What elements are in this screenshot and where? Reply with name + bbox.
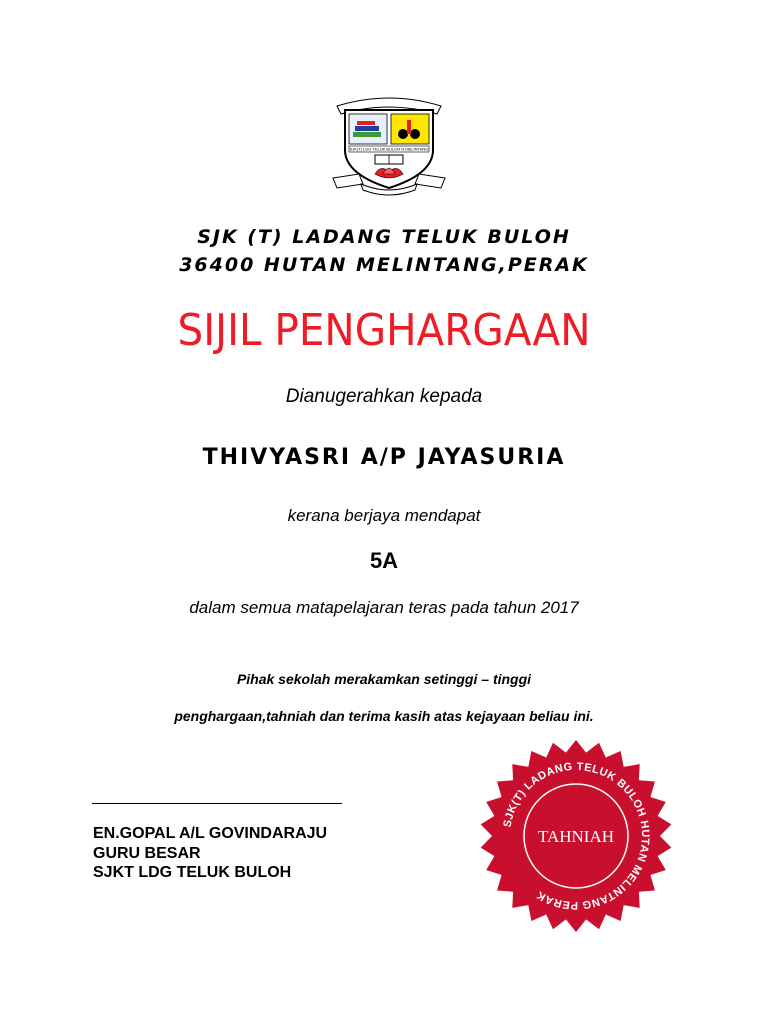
signer-school: SJKT LDG TELUK BULOH <box>93 864 292 881</box>
appreciation-note-line-2: penghargaan,tahniah dan terima kasih atas kejayaan beliau ini. <box>174 708 594 724</box>
signature-line <box>92 803 342 804</box>
school-name: SJK (T) LADANG TELUK BULOH <box>197 226 571 248</box>
seal-ring-text: SJK(T) LADANG TELUK BULOH HUTAN MELINTANG PERAK <box>501 760 652 912</box>
school-crest-logo <box>331 92 447 198</box>
certificate-title: SIJIL PENGHARGAAN <box>177 305 591 356</box>
presented-to-text: Dianugerahkan kepada <box>285 386 483 407</box>
congratulations-seal <box>478 733 674 939</box>
svg-text:SJK(T) LDG TELUK BULOH H.MELIN: SJK(T) LDG TELUK BULOH H.MELINTANG <box>349 146 429 152</box>
signer-name: EN.GOPAL A/L GOVINDARAJU <box>93 825 328 842</box>
achievement-grade: 5A <box>369 548 399 573</box>
reason-text: kerana berjaya mendapat <box>287 506 481 525</box>
recipient-name: THIVYASRI A/P JAYASURIA <box>202 445 566 470</box>
school-address: 36400 HUTAN MELINTANG,PERAK <box>179 254 589 276</box>
subjects-text: dalam semua matapelajaran teras pada tahun 2017 <box>189 598 579 617</box>
signer-role: GURU BESAR <box>93 845 201 862</box>
appreciation-note-line-1: Pihak sekolah merakamkan setinggi – tinggi <box>236 671 532 687</box>
seal-center-text: TAHNIAH <box>537 827 615 846</box>
